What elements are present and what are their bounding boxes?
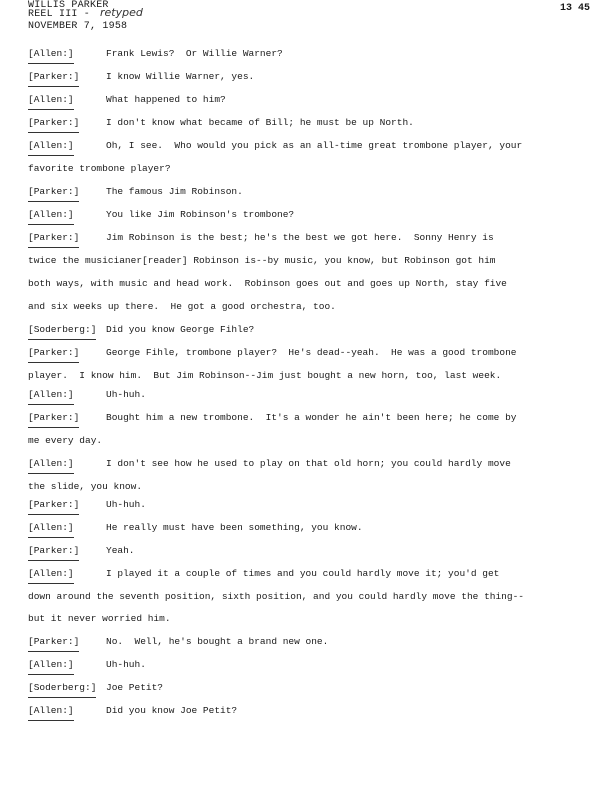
transcript-line — [28, 565, 598, 583]
utterance-text: George Fihle, trombone player? He's dead--yeah. He was a good trombone — [106, 347, 517, 358]
speaker-label: [Allen:] — [28, 206, 74, 225]
speaker-label: [Allen:] — [28, 565, 74, 584]
speaker-label: [Parker:] — [28, 542, 79, 561]
transcript-line — [28, 496, 598, 514]
utterance-text: Did you know Joe Petit? — [106, 705, 238, 716]
utterance-text: I played it a couple of times and you could hardly move it; you'd get — [106, 568, 500, 579]
transcript-line — [28, 478, 598, 496]
page-number: 13 45 — [559, 3, 590, 14]
utterance-text: No. Well, he's bought a brand new one. — [106, 636, 329, 647]
speaker-label: [Parker:] — [28, 496, 79, 515]
handwritten-note: retyped — [100, 6, 143, 19]
transcript-line — [28, 206, 598, 224]
transcript-line — [28, 114, 598, 132]
utterance-text: Bought him a new trombone. It's a wonder he ain't been here; he come by — [106, 412, 517, 423]
transcript-line — [28, 386, 598, 404]
utterance-continuation: player. I know him. But Jim Robinson--Jim just bought a new horn, too, last week. — [28, 370, 502, 381]
speaker-label: [Soderberg:] — [28, 679, 96, 698]
transcript-line — [28, 656, 598, 674]
transcript-line — [28, 610, 598, 628]
speaker-label: [Allen:] — [28, 656, 74, 675]
utterance-text: Frank Lewis? Or Willie Warner? — [106, 48, 283, 59]
utterance-text: Joe Petit? — [106, 682, 164, 693]
transcript-line — [28, 344, 598, 362]
utterance-text: Oh, I see. Who would you pick as an all-time great trombone player, your — [106, 140, 523, 151]
speaker-label: [Allen:] — [28, 702, 74, 721]
utterance-text: Did you know George Fihle? — [106, 324, 255, 335]
utterance-text: Jim Robinson is the best; he's the best we got here. Sonny Henry is — [106, 232, 494, 243]
transcript-line — [28, 679, 598, 697]
utterance-text: He really must have been something, you know. — [106, 522, 363, 533]
utterance-continuation: down around the seventh position, sixth position, and you could hardly move the thing-- — [28, 591, 524, 602]
transcript-line — [28, 588, 598, 606]
utterance-text: I don't know what became of Bill; he must be up North. — [106, 117, 414, 128]
utterance-text: What happened to him? — [106, 94, 226, 105]
utterance-text: Uh-huh. — [106, 389, 146, 400]
speaker-label: [Allen:] — [28, 386, 74, 405]
transcript-line — [28, 367, 598, 385]
speaker-label: [Allen:] — [28, 137, 74, 156]
speaker-label: [Parker:] — [28, 183, 79, 202]
transcript-line — [28, 633, 598, 651]
transcript-line — [28, 137, 598, 155]
utterance-text: I know Willie Warner, yes. — [106, 71, 255, 82]
transcript-line — [28, 298, 598, 316]
speaker-label: [Parker:] — [28, 344, 79, 363]
utterance-continuation: but it never worried him. — [28, 613, 171, 624]
transcript-line — [28, 702, 598, 720]
utterance-continuation: the slide, you know. — [28, 481, 143, 492]
transcript-line — [28, 321, 598, 339]
utterance-text: I don't see how he used to play on that old horn; you could hardly move — [106, 458, 511, 469]
utterance-text: Yeah. — [106, 545, 135, 556]
utterance-text: Uh-huh. — [106, 659, 146, 670]
utterance-text: Uh-huh. — [106, 499, 146, 510]
transcript-line — [28, 455, 598, 473]
reel-label: REEL III - — [28, 9, 91, 20]
speaker-label: [Allen:] — [28, 455, 74, 474]
speaker-label: [Allen:] — [28, 519, 74, 538]
transcript-line — [28, 229, 598, 247]
utterance-text: You like Jim Robinson's trombone? — [106, 209, 295, 220]
speaker-label: [Parker:] — [28, 633, 79, 652]
utterance-continuation: and six weeks up there. He got a good orchestra, too. — [28, 301, 336, 312]
transcript-line — [28, 252, 598, 270]
transcript-line — [28, 160, 598, 178]
transcript-line — [28, 45, 598, 63]
speaker-label: [Parker:] — [28, 114, 79, 133]
transcript-line — [28, 519, 598, 537]
transcript-line — [28, 409, 598, 427]
speaker-label: [Parker:] — [28, 68, 79, 87]
transcript-line — [28, 275, 598, 293]
speaker-label: [Allen:] — [28, 45, 74, 64]
utterance-continuation: favorite trombone player? — [28, 163, 171, 174]
transcript-line — [28, 183, 598, 201]
speaker-label: [Parker:] — [28, 409, 79, 428]
utterance-continuation: twice the musicianer[reader] Robinson is--by music, you know, but Robinson got him — [28, 255, 496, 266]
speaker-label: [Soderberg:] — [28, 321, 96, 340]
utterance-continuation: me every day. — [28, 435, 103, 446]
transcript-line — [28, 432, 598, 450]
utterance-continuation: both ways, with music and head work. Robinson goes out and goes up North, stay five — [28, 278, 507, 289]
transcript-line — [28, 68, 598, 86]
interviewee-name: WILLIS PARKER — [28, 0, 109, 11]
transcript-line — [28, 91, 598, 109]
interview-date: NOVEMBER 7, 1958 — [28, 21, 128, 32]
speaker-label: [Allen:] — [28, 91, 74, 110]
speaker-label: [Parker:] — [28, 229, 79, 248]
utterance-text: The famous Jim Robinson. — [106, 186, 243, 197]
transcript-line — [28, 542, 598, 560]
